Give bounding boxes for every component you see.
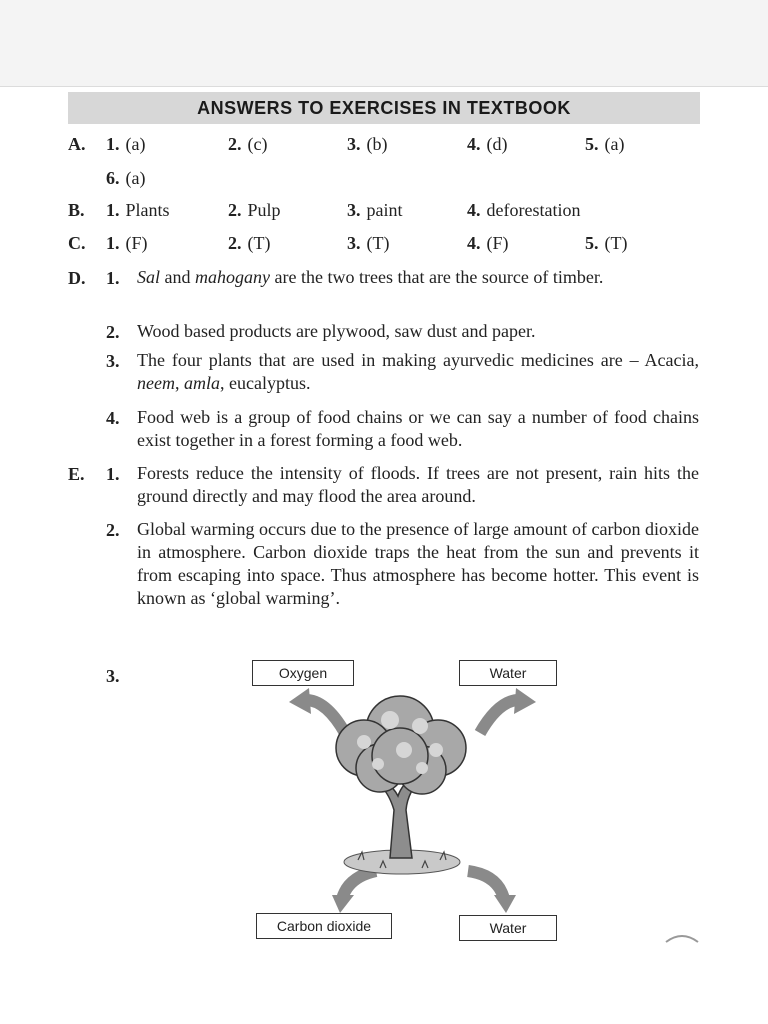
section-e-label: E. (68, 464, 85, 484)
d4-number: 4. (106, 408, 120, 428)
answer-a5: 5. (a) (585, 134, 625, 154)
answer-b4: 4. deforestation (467, 200, 581, 220)
section-a-label: A. (68, 134, 86, 154)
label-carbon-dioxide: Carbon dioxide (256, 913, 392, 939)
answer-c3: 3. (T) (347, 233, 390, 253)
answer-b1: 1. Plants (106, 200, 170, 220)
e1-answer: Forests reduce the intensity of floods. If trees are not present, rain hits the ground directly and may flood the area around. (137, 463, 699, 506)
answer-c5: 5. (T) (585, 233, 628, 253)
answer-c4: 4. (F) (467, 233, 509, 253)
label-oxygen: Oxygen (252, 660, 354, 686)
section-c-label: C. (68, 233, 86, 253)
d1-number: 1. (106, 268, 120, 288)
answer-b3: 3. paint (347, 200, 403, 220)
answer-a6: 6. (a) (106, 168, 146, 188)
answer-c2: 2. (T) (228, 233, 271, 253)
d3-number: 3. (106, 351, 120, 371)
label-water-bottom: Water (459, 915, 557, 941)
answer-a1: 1. (a) (106, 134, 146, 154)
label-water-top: Water (459, 660, 557, 686)
d2-number: 2. (106, 322, 120, 342)
answer-a3: 3. (b) (347, 134, 388, 154)
d1-answer: Sal and mahogany are the two trees that are the source of timber. (137, 267, 604, 287)
answer-a4: 4. (d) (467, 134, 508, 154)
section-b-label: B. (68, 200, 85, 220)
section-d-label: D. (68, 268, 86, 288)
e1-number: 1. (106, 464, 120, 484)
e2-answer: Global warming occurs due to the presence of large amount of carbon dioxide in atmosphere. Carbon dioxide traps the heat from the sun and prevents it from escaping into space. Thus atmosphere has become hotter. This event is known as ‘global warming’. (137, 519, 699, 608)
e2-number: 2. (106, 520, 120, 540)
tree-illustration (280, 690, 520, 920)
top-band (0, 0, 768, 87)
answer-b2: 2. Pulp (228, 200, 281, 220)
page-title: ANSWERS TO EXERCISES IN TEXTBOOK (68, 92, 700, 124)
answer-c1: 1. (F) (106, 233, 148, 253)
answer-a2: 2. (c) (228, 134, 268, 154)
d4-answer: Food web is a group of food chains or we can say a number of food chains exist together in a forest forming a food web. (137, 407, 699, 450)
page-corner-mark (664, 930, 700, 944)
e3-number: 3. (106, 666, 120, 686)
d2-answer: Wood based products are plywood, saw dust and paper. (137, 321, 536, 341)
d3-answer: The four plants that are used in making ayurvedic medicines are – Acacia, neem, amla, eucalyptus. (137, 350, 699, 393)
